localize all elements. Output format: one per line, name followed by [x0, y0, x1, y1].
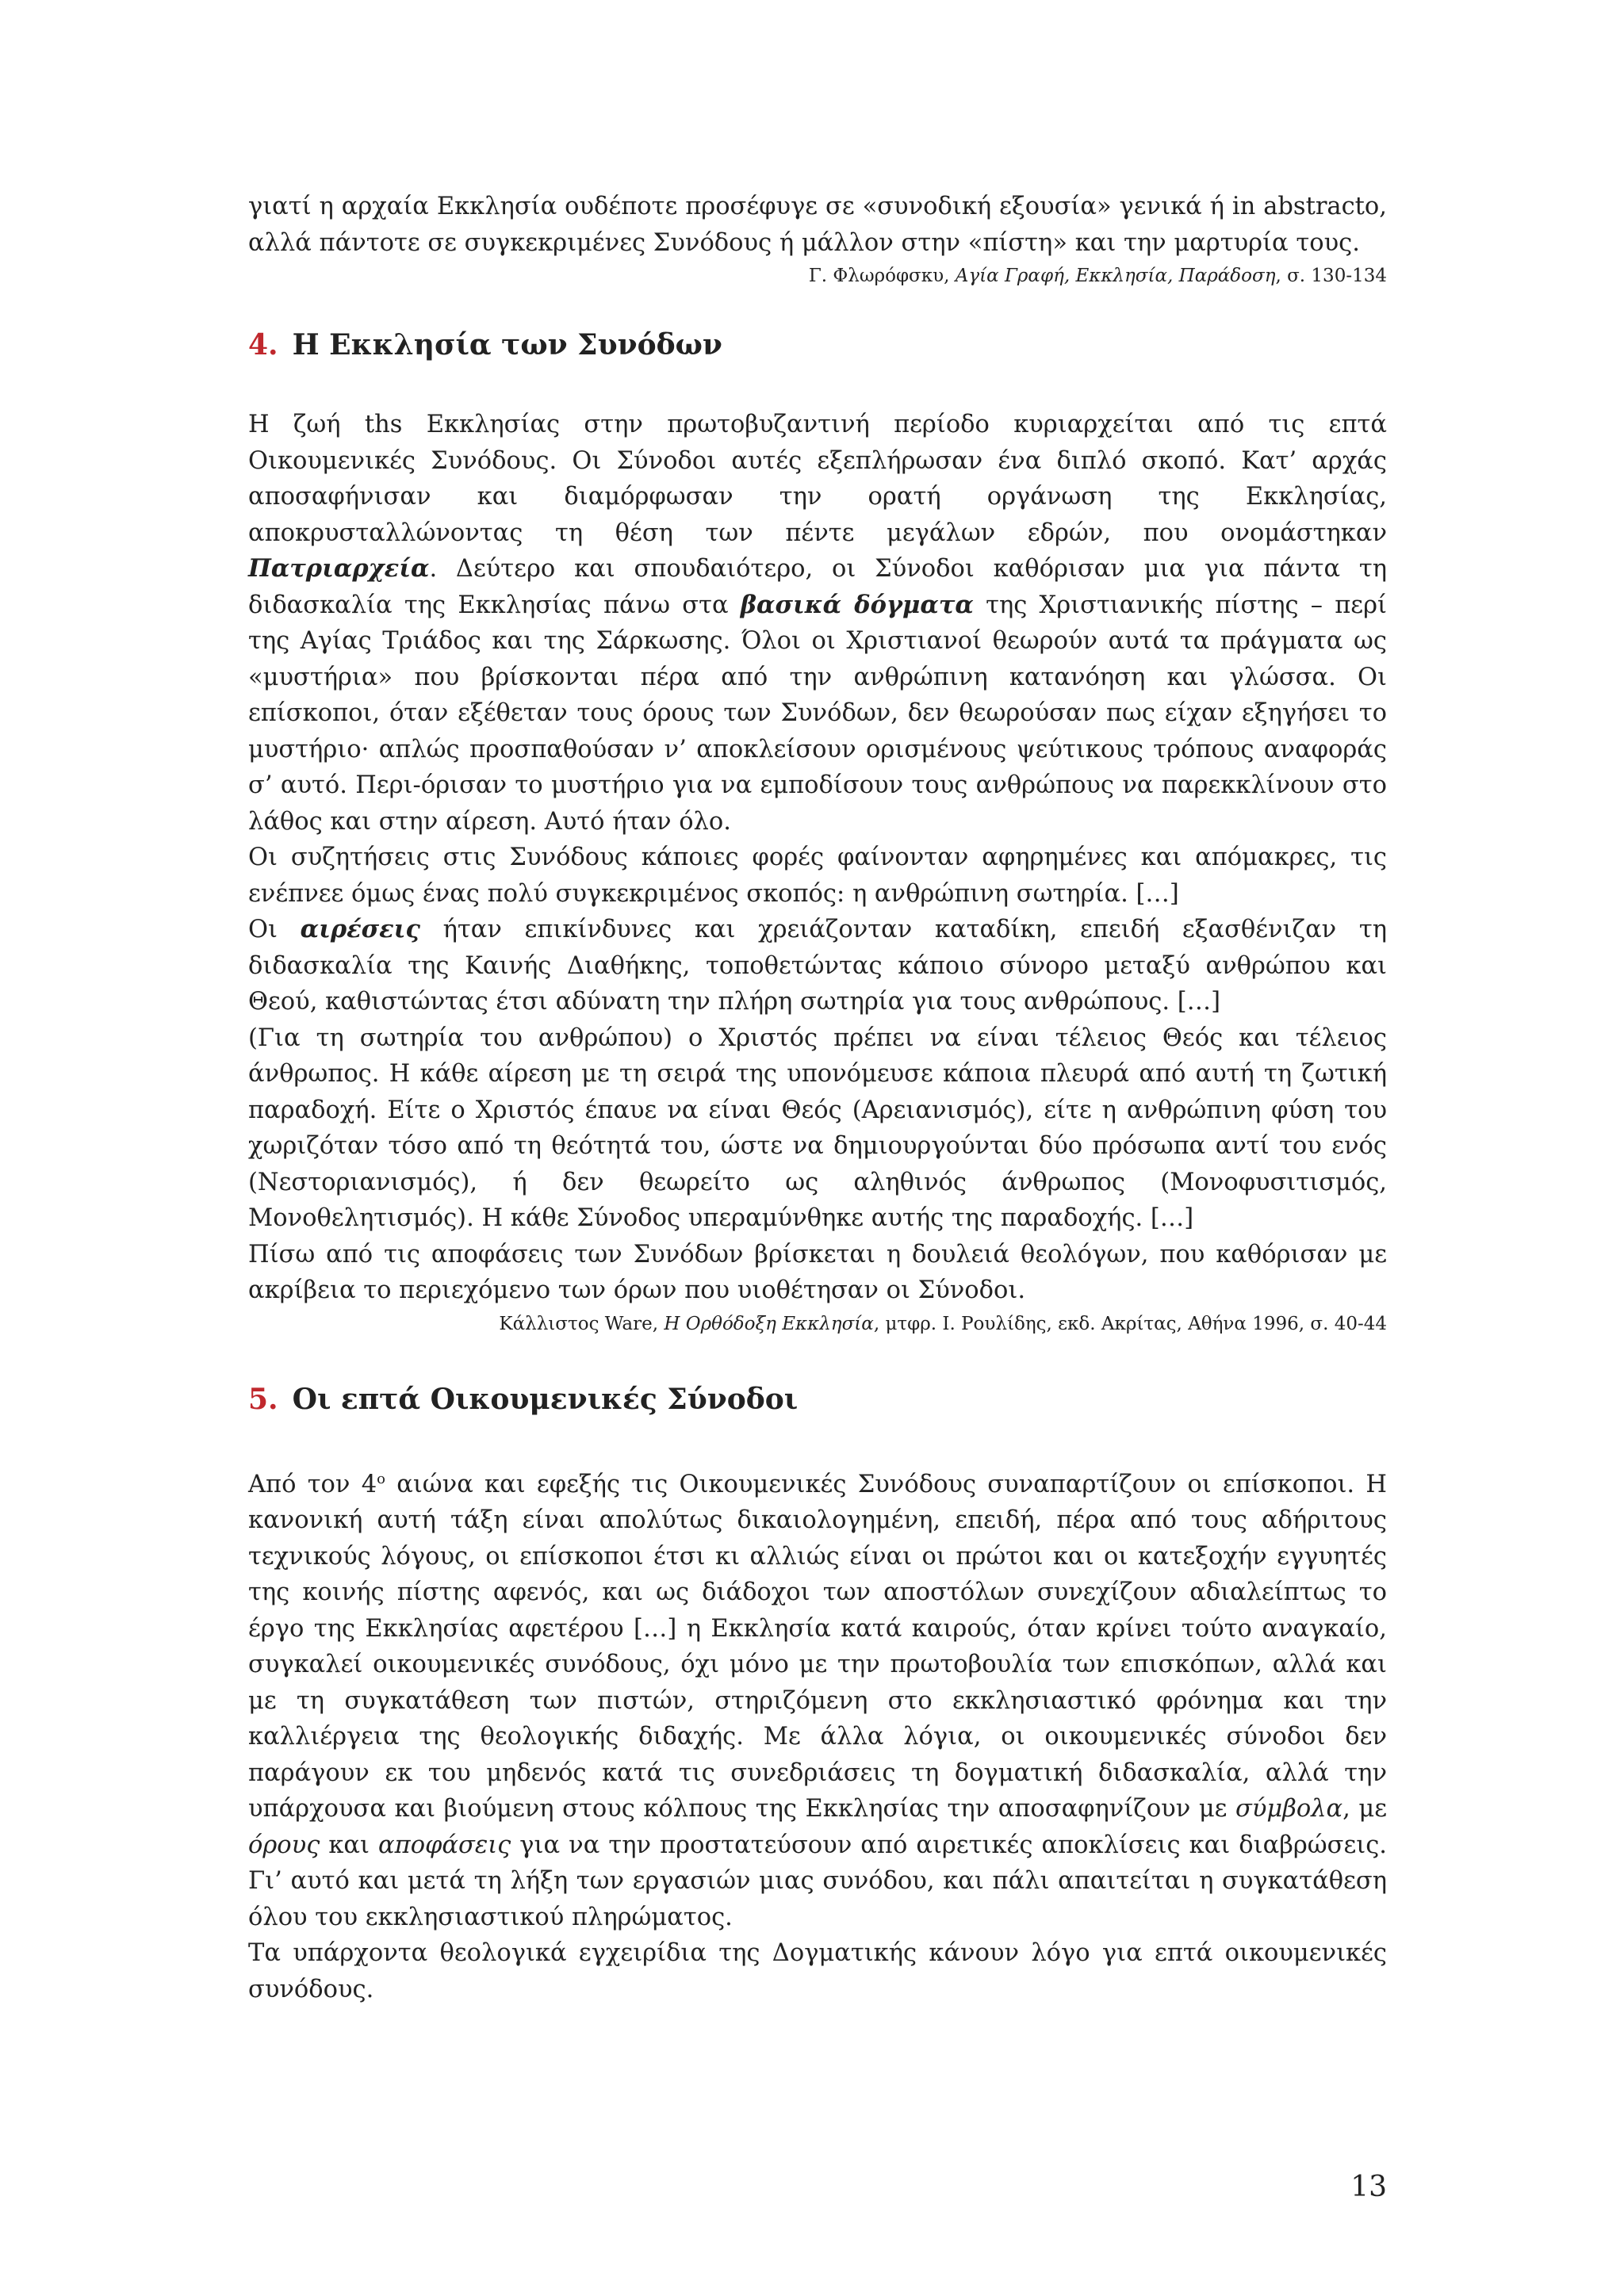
text-run: Οι: [248, 916, 301, 943]
citation-title: Αγία Γραφή, Εκκλησία, Παράδοση: [955, 266, 1276, 286]
section-5-paragraph-2: [248, 1935, 1387, 2007]
section-4-paragraph-4: [248, 1020, 1387, 1237]
text-run: Οι συζητήσεις στις Συνόδους κάποιες φορές φαίνονταν αφηρημένες και απόμακρες, τις ενέπνεε όμως ένας πολύ συγκεκριμένος σκοπός: η ανθρώπινη σωτηρία. […]: [248, 844, 1387, 908]
section-4-number: 4.: [248, 328, 278, 362]
section-5-title: Οι επτά Οικουμενικές Σύνοδοι: [292, 1382, 799, 1416]
text-run: , με: [1342, 1795, 1387, 1823]
section-4-paragraph-5: [248, 1237, 1387, 1309]
top-quote-citation: [248, 262, 1387, 289]
page-number: 13: [1350, 2171, 1387, 2203]
text-run: αιώνα και εφεξής τις Οικουμενικές Συνόδους συναπαρτίζουν οι επίσκοποι. Η κανονική αυτή τάξη είναι απολύτως δικαιολογημένη, επειδή, πέρα από τους αδήριτους τεχνικούς λόγους, οι επίσκοποι έτσι κι αλλιώς είναι οι πρώτοι και οι κατεξοχήν εγγυητές της κοινής πίστης αφενός, και ως διάδοχοι των αποστόλων συνεχίζουν αδιαλείπτως το έργο της Εκκλησίας αφετέρου […] η Εκκλησία κατά καιρούς, όταν κρίνει τούτο αναγκαίο, συγκαλεί οικουμενικές συνόδους, όχι μόνο με την πρωτοβουλία των επισκόπων, αλλά και με τη συγκατάθεση των πιστών, στηριζόμενη στο εκκλησιαστικό φρόνημα και την καλλιέργεια της θεολογικής διδαχής. Με άλλα λόγια, οι οικουμενικές σύνοδοι δεν παράγουν εκ του μηδενός κατά τις συνεδριάσεις τη δογματική διδασκαλία, αλλά την υπάρχουσα και βιούμενη στους κόλπους της Εκκλησίας την αποσαφηνίζουν με: [248, 1470, 1387, 1823]
emphasis-symbols: σύμβολα: [1235, 1795, 1343, 1823]
section-4-title: Η Εκκλησία των Συνόδων: [292, 328, 722, 362]
section-4-paragraph-2: [248, 840, 1387, 912]
section-5-number: 5.: [248, 1382, 278, 1416]
section-5-heading: [248, 1380, 1387, 1418]
section-4-paragraph-1: [248, 407, 1387, 840]
section-5-paragraph-1: [248, 1461, 1387, 1936]
text-run: Από τον 4: [248, 1470, 377, 1498]
section-4-paragraph-3: [248, 912, 1387, 1020]
emphasis-patriarchates: Πατριαρχεία: [248, 554, 430, 583]
section-4-citation: [248, 1311, 1387, 1337]
emphasis-basic-dogmas: βασικά δόγματα: [740, 590, 974, 619]
text-run: ήταν επικίνδυνες και χρειάζονταν καταδίκη, επειδή εξασθένιζαν τη διδασκαλία της Καινής Διαθήκης, τοποθετώντας κάποιο σύνορο μεταξύ ανθρώπου και Θεού, καθιστώντας έτσι αδύνατη την πλήρη σωτηρία για τους ανθρώπους. […]: [248, 916, 1387, 1016]
emphasis-heresies: αιρέσεις: [300, 915, 421, 943]
page-content: [248, 189, 1387, 2007]
text-run: για να την προστατεύσουν από αιρετικές αποκλίσεις και διαβρώσεις. Γι’ αυτό και μετά τη λήξη των εργασιών μιας συνόδου, και πάλι απαιτείται η συγκατάθεση όλου του εκκλησιαστικού πληρώματος.: [248, 1831, 1387, 1931]
citation-author: Γ. Φλωρόφσκυ,: [808, 266, 956, 286]
top-quote-lines: γιατί η αρχαία Εκκλησία ουδέποτε προσέφυγε σε «συνοδική εξουσία» γενικά ή in abstracto, αλλά πάντοτε σε συγκεκριμένες Συνόδους ή μάλλον στην «πίστη» και την μαρτυρία τους.: [248, 193, 1387, 257]
text-run: της Χριστιανικής πίστης – περί της Αγίας Τριάδος και της Σάρκωσης. Όλοι οι Χριστιανοί θεωρούν αυτά τα πράγματα ως «μυστήρια» που βρίσκονται πέρα από την ανθρώπινη κατανόηση και γλώσσα. Οι επίσκοποι, όταν εξέθεταν τους όρους των Συνόδων, δεν θεωρούσαν πως είχαν εξηγήσει το μυστήριο· απλώς προσπαθούσαν ν’ αποκλείσουν ορισμένους ψεύτικους τρόπους αναφοράς σ’ αυτό. Περι-όρισαν το μυστήριο για να εμποδίσουν τους ανθρώπους να παρεκκλίνουν στο λάθος και στην αίρεση. Αυτό ήταν όλο.: [248, 591, 1387, 836]
citation-title: Η Ορθόδοξη Εκκλησία: [664, 1313, 874, 1334]
text-run: Τα υπάρχοντα θεολογικά εγχειρίδια της Δογματικής κάνουν λόγο για επτά οικουμενικές συνόδους.: [248, 1939, 1387, 2003]
citation-details: , μτφρ. Ι. Ρουλίδης, εκδ. Ακρίτας, Αθήνα 1996, σ. 40-44: [873, 1313, 1387, 1334]
section-4-heading: [248, 326, 1387, 364]
emphasis-terms: όρους: [248, 1831, 320, 1859]
text-run: Πίσω από τις αποφάσεις των Συνόδων βρίσκεται η δουλειά θεολόγων, που καθόρισαν με ακρίβεια το περιεχόμενο των όρων που υιοθέτησαν οι Σύνοδοι.: [248, 1240, 1387, 1304]
text-run: . Δεύτερο και σπουδαιότερο, οι Σύνοδοι καθόρισαν μια για πάντα τη διδασκαλία της Εκκλησίας πάνω στα: [248, 555, 1387, 619]
emphasis-decisions: αποφάσεις: [378, 1831, 511, 1859]
text-run: (Για τη σωτηρία του ανθρώπου) ο Χριστός πρέπει να είναι τέλειος Θεός και τέλειος άνθρωπος. Η κάθε αίρεση με τη σειρά της υπονόμευσε κάποια πλευρά από αυτή τη ζωτική παραδοχή. Είτε ο Χριστός έπαυε να είναι Θεός (Αρειανισμός), είτε η ανθρώπινη φύση του χωριζόταν τόσο από τη θεότητά του, ώστε να δημιουργούνται δύο πρόσωπα αντί του ενός (Νεστοριανισμός), ή δεν θεωρείτο ως αληθινός άνθρωπος (Μονοφυσιτισμός, Μονοθελητισμός). Η κάθε Σύνοδος υπεραμύνθηκε αυτής της παραδοχής. […]: [248, 1024, 1387, 1232]
top-quote-text: [248, 189, 1387, 261]
citation-pages: , σ. 130-134: [1275, 266, 1387, 286]
citation-author: Κάλλιστος Ware,: [499, 1313, 665, 1334]
ordinal-superscript: ο: [377, 1470, 385, 1487]
text-run: Η ζωή ths Εκκλησίας στην πρωτοβυζαντινή περίοδο κυριαρχείται από τις επτά Οικουμενικές Συνόδους. Οι Σύνοδοι αυτές εξεπλήρωσαν ένα διπλό σκοπό. Κατ’ αρχάς αποσαφήνισαν και διαμόρφωσαν την ορατή οργάνωση της Εκκλησίας, αποκρυσταλλώνοντας τη θέση των πέντε μεγάλων εδρών, που ονομάστηκαν: [248, 411, 1387, 547]
text-run: και: [320, 1831, 379, 1859]
